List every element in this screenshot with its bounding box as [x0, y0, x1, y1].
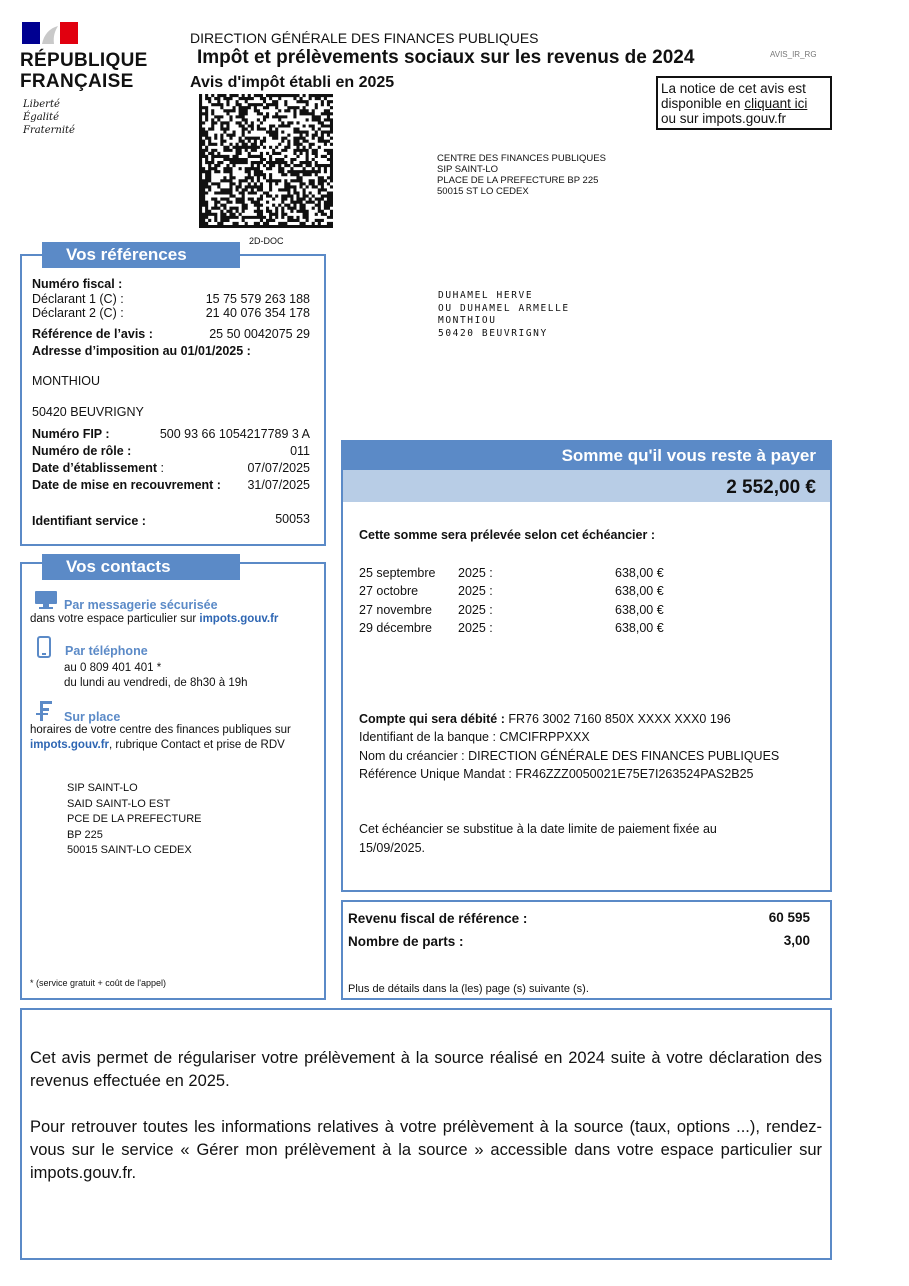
motto-fraternite: Fraternité [23, 125, 75, 136]
service-label: Identifiant service : [32, 514, 146, 528]
motto-egalite: Égalité [23, 112, 59, 123]
2d-doc-barcode-icon [199, 94, 333, 228]
recouvrement-label: Date de mise en recouvrement : [32, 478, 221, 492]
recipient-line: 50420 BEUVRIGNY [438, 327, 548, 339]
centre-address [437, 153, 606, 197]
notice-line1: La notice de cet avis est [661, 81, 806, 96]
dgfip-heading: DIRECTION GÉNÉRALE DES FINANCES PUBLIQUES [190, 30, 539, 46]
parts-value: 3,00 [783, 933, 810, 948]
centre-line: PLACE DE LA PREFECTURE BP 225 [437, 175, 599, 186]
telephone-number: au 0 809 401 401 * [64, 662, 162, 674]
notice-box [656, 76, 832, 130]
adresse-label: Adresse d’imposition au 01/01/2025 : [32, 344, 251, 358]
centre-line: 50015 ST LO CEDEX [437, 186, 529, 197]
recipient-line: DUHAMEL HERVE [438, 290, 534, 301]
contact-footnote: * (service gratuit + coût de l'appel) [30, 978, 167, 988]
fip-value: 500 93 66 1054217789 3 A [159, 427, 310, 441]
schedule-amount: 638,00 € [615, 621, 664, 635]
messagerie-text: dans votre espace particulier sur [30, 613, 200, 625]
republique-francaise-logo [20, 20, 155, 138]
declarant1-value: 15 75 579 263 188 [205, 292, 310, 306]
etab-colon: : [157, 461, 164, 475]
notice-line2-text: disponible en [661, 96, 745, 111]
declarant2-value: 21 40 076 354 178 [205, 306, 310, 320]
details-note: Plus de détails dans la (les) page (s) suivante (s). [348, 983, 589, 995]
parts-label: Nombre de parts : [348, 934, 464, 949]
reference-mandat: Référence Unique Mandat : FR46ZZZ0050021E75E7I263524PAS2B25 [359, 767, 754, 781]
somme-heading: Somme qu'il vous reste à payer [343, 442, 830, 470]
fip-label: Numéro FIP : [32, 427, 110, 441]
messagerie-heading: Par messagerie sécurisée [64, 598, 218, 612]
marianne-flag-icon [22, 22, 78, 44]
notice-line3: ou sur impots.gouv.fr [661, 111, 787, 126]
motto-liberte: Liberté [23, 99, 60, 110]
contact-address-line: SIP SAINT-LO [67, 782, 138, 794]
sur-place-text-rest: , rubrique Contact et prise de RDV [109, 739, 285, 751]
centre-line: CENTRE DES FINANCES PUBLIQUES [437, 153, 606, 164]
contact-address-line: 50015 SAINT-LO CEDEX [67, 844, 192, 856]
sur-place-link[interactable]: impots.gouv.fr [30, 739, 110, 751]
compte-value: FR76 3002 7160 850X XXXX XXX0 196 [504, 712, 731, 726]
schedule-date: 27 novembre [359, 603, 432, 617]
compte-label: Compte qui sera débité : [359, 712, 505, 726]
ref-avis-label: Référence de l’avis : [32, 327, 153, 341]
2d-doc-label: 2D-DOC [249, 236, 284, 246]
schedule-year: 2025 : [458, 621, 493, 635]
contact-address [67, 781, 201, 859]
info-paragraph-1: Cet avis permet de régulariser votre prélèvement à la source réalisé en 2024 suite à votre déclaration des revenus effectuée en 2025. [30, 1049, 822, 1090]
logo-line1: RÉPUBLIQUE [20, 50, 148, 71]
schedule-amount: 638,00 € [615, 566, 664, 580]
schedule-year: 2025 : [458, 584, 493, 598]
phone-icon [37, 636, 51, 658]
finances-publiques-symbol-icon [36, 700, 54, 722]
sur-place-heading: Sur place [64, 710, 121, 724]
schedule-date: 29 décembre [359, 621, 432, 635]
avis-code: AVIS_IR_RG [770, 50, 817, 59]
role-value: 011 [290, 444, 310, 458]
echeancier-note-line2: 15/09/2025. [359, 841, 426, 855]
centre-line: SIP SAINT-LO [437, 164, 499, 175]
contact-address-line: PCE DE LA PREFECTURE [67, 813, 202, 825]
info-paragraph-2: Pour retrouver toutes les informations relatives à votre prélèvement à la source (taux, options ...), rendez-vous sur le service « Gérer mon prélèvement à la source » accessible dans votre espace particulier sur impots.gouv.fr. [30, 1118, 822, 1182]
schedule-year: 2025 : [458, 603, 493, 617]
schedule-date: 27 octobre [359, 584, 419, 598]
telephone-hours: du lundi au vendredi, de 8h30 à 19h [64, 677, 248, 689]
recipient-address [438, 290, 570, 340]
role-label: Numéro de rôle : [32, 444, 132, 458]
contact-address-line: BP 225 [67, 828, 103, 841]
somme-amount: 2 552,00 € [343, 470, 830, 502]
messagerie-link[interactable]: impots.gouv.fr [199, 613, 279, 625]
contact-address-line: SAID SAINT-LO EST [67, 797, 171, 810]
recouvrement-value: 31/07/2025 [247, 478, 310, 492]
schedule-amount: 638,00 € [615, 584, 664, 598]
notice-link[interactable]: cliquant ici [744, 96, 808, 111]
banque-identifiant: Identifiant de la banque : CMCIFRPPXXX [359, 730, 590, 744]
echeancier-intro: Cette somme sera prélevée selon cet échéancier : [359, 528, 655, 542]
schedule-date: 25 septembre [359, 566, 436, 580]
declarant1-label: Déclarant 1 (C) : [32, 292, 124, 306]
service-value: 50053 [275, 512, 310, 526]
recipient-line: OU DUHAMEL ARMELLE [438, 302, 570, 314]
logo-line2: FRANÇAISE [20, 71, 134, 92]
page-title: Impôt et prélèvements sociaux sur les revenus de 2024 [197, 47, 695, 68]
declarant2-label: Déclarant 2 (C) : [32, 306, 124, 320]
telephone-heading: Par téléphone [65, 644, 148, 658]
ref-avis-value: 25 50 0042075 29 [209, 327, 310, 341]
adresse-line1: MONTHIOU [32, 374, 101, 388]
numero-fiscal-label: Numéro fiscal : [32, 277, 123, 291]
adresse-line2: 50420 BEUVRIGNY [32, 405, 144, 419]
schedule-amount: 638,00 € [615, 603, 664, 617]
page-subtitle: Avis d'impôt établi en 2025 [190, 74, 395, 91]
echeancier-note-line1: Cet échéancier se substitue à la date limite de paiement fixée au [359, 822, 717, 836]
etab-value: 07/07/2025 [247, 461, 310, 475]
creancier-name: Nom du créancier : DIRECTION GÉNÉRALE DES FINANCES PUBLIQUES [359, 749, 780, 763]
contacts-title: Vos contacts [42, 554, 240, 580]
etab-label: Date d’établissement [32, 461, 158, 475]
rfr-label: Revenu fiscal de référence : [348, 911, 528, 926]
sur-place-text: horaires de votre centre des finances publiques sur [30, 724, 291, 736]
references-title: Vos références [42, 242, 240, 268]
rfr-value: 60 595 [768, 910, 810, 925]
computer-icon [33, 590, 59, 610]
recipient-line: MONTHIOU [438, 315, 497, 326]
schedule-year: 2025 : [458, 566, 493, 580]
